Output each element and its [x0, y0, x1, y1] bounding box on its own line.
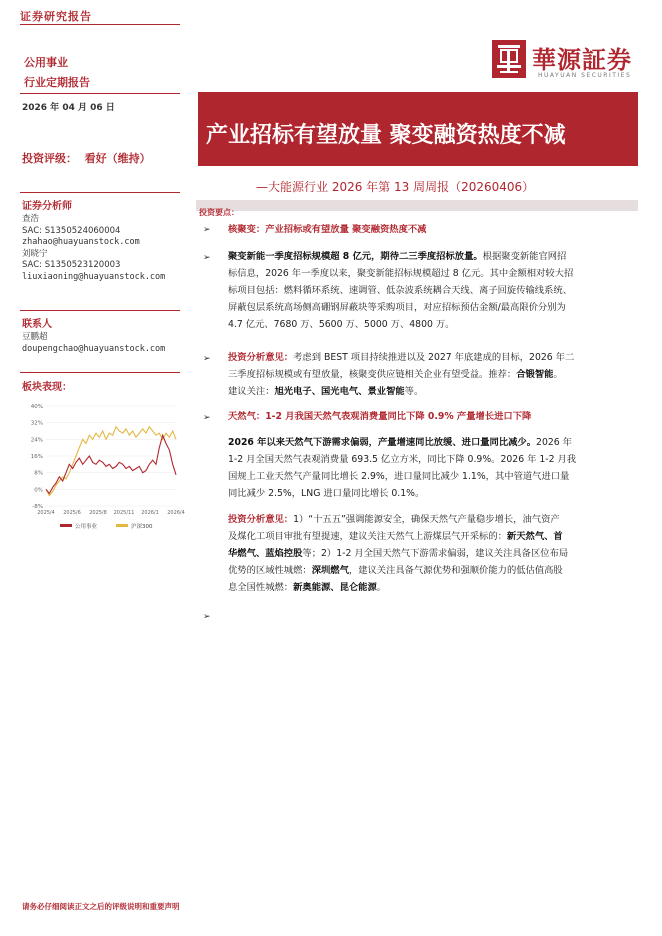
y-tick-label: 8% [34, 470, 43, 477]
analysts-heading: 证券分析师 [22, 201, 72, 212]
divider [20, 192, 180, 193]
point-label: 核聚变：产业招标或有望放量 聚变融资热度不减 [228, 224, 427, 235]
bullet-icon: ➢ [203, 354, 211, 364]
para-line-bold: 新天然气、首 [506, 531, 563, 542]
advice-label: 投资分析意见： [228, 514, 294, 525]
series-line-公用事业 [46, 435, 176, 493]
report-title: 产业招标有望放量 聚变融资热度不减 [206, 122, 566, 148]
x-tick-label: 2026/1 [141, 510, 159, 516]
para-line [228, 528, 638, 545]
industry-block [24, 53, 90, 93]
chart-title: 板块表现： [22, 382, 72, 393]
legend-label: 公用事业 [75, 524, 98, 530]
logo-english: HUAYUAN SECURITIES [538, 72, 632, 79]
y-tick-label: 32% [30, 420, 43, 427]
contact-heading: 联系人 [22, 319, 52, 330]
para-line: 屏蔽包层系统高场侧高硼钢屏蔽块等采购项目，对应招标预估金额/最高限价分别为 [228, 302, 566, 313]
point-nuclear-heading [228, 221, 638, 238]
analyst-email[interactable]: liuxiaoning@huayuanstock.com [22, 271, 166, 282]
rating [22, 150, 151, 166]
point-nuclear-detail [228, 248, 638, 333]
para-line [228, 248, 638, 265]
report-kind-label: 行业定期报告 [24, 76, 90, 89]
legend-label: 沪深300 [131, 524, 153, 530]
y-tick-label: 24% [30, 437, 43, 444]
para-line-text: 息全国性城燃： [228, 582, 294, 593]
report-type: 证券研究报告 [20, 10, 92, 23]
analyst-sac: SAC: S1350523120003 [22, 260, 121, 270]
legend-swatch [60, 524, 72, 527]
para-line [228, 579, 638, 596]
y-tick-label: 0% [34, 487, 43, 494]
para-line-text: 等；2）1-2 月全国天然气下游需求偏弱，建议关注具备区位布局 [302, 548, 569, 559]
analyst-1 [22, 214, 165, 283]
contact-block [22, 332, 165, 355]
point-gas-heading [228, 408, 638, 425]
contact-email[interactable]: doupengchao@huayuanstock.com [22, 343, 166, 354]
x-tick-label: 2025/6 [63, 510, 81, 516]
para-line-bold: 合锻智能 [516, 369, 554, 380]
key-points-bar [196, 200, 638, 217]
para-line-text: 根据聚变新能官网招 [482, 251, 567, 262]
y-tick-label: 16% [30, 454, 43, 460]
point-nuclear-advice [228, 349, 638, 400]
bullet-icon: ➢ [203, 612, 211, 622]
point-label: 天然气：1-2 月我国天然气表观消费量同比下降 0.9% 产量增长进口下降 [228, 411, 532, 422]
analyst-name: 查浩 [22, 214, 40, 224]
para-line-text: 等。 [404, 386, 424, 397]
para-line: 同比减少 2.5%，LNG 进口量同比增长 0.1%。 [228, 488, 425, 499]
para-line: 1-2 月全国天然气表观消费量 693.5 亿立方米，同比下降 0.9%。2026 年 1-2 月我 [228, 454, 577, 465]
para-line [228, 562, 638, 579]
contact-name: 豆鹏超 [22, 332, 48, 342]
para-line-bold: 2026 年以来天然气下游需求偏弱，产量增速同比放缓、进口量同比减少。 [228, 437, 537, 448]
para-line: 4.7 亿元、7680 万、5600 万、5000 万、4800 万。 [228, 319, 455, 330]
point-gas-advice [228, 511, 638, 596]
rating-value: 看好（维持） [84, 152, 151, 165]
sector-performance-chart [20, 396, 185, 536]
para-line-bold: 深圳燃气 [311, 565, 349, 576]
footer-disclaimer: 请务必仔细阅读正文之后的评级说明和重要声明 [22, 902, 180, 911]
para-line-bold: 新奥能源、昆仑能源 [293, 582, 377, 593]
key-points-label: 投资要点： [199, 208, 239, 217]
analyst-name: 刘晓宁 [22, 248, 48, 259]
report-subtitle: —大能源行业 2026 年第 13 周周报（20260406） [256, 180, 535, 194]
para-line-text: 三季度招标规模或有望放量，核聚变供应链相关企业有望受益。推荐： [228, 369, 517, 380]
y-tick-label: 40% [30, 404, 43, 410]
bullet-icon: ➢ [203, 413, 211, 423]
para-line-bold: 华燃气、蓝焰控股 [228, 548, 303, 559]
report-date: 2026 年 04 月 06 日 [22, 103, 115, 113]
para-line [228, 383, 638, 400]
y-tick-label: -8% [32, 504, 43, 510]
para-line-bold: 聚变新能一季度招标规模超 8 亿元，期待二三季度招标放量。 [228, 251, 483, 262]
para-line [228, 434, 638, 451]
para-line-text: 建议关注： [228, 386, 275, 397]
para-line: 国规上工业天然气产量同比增长 2.9%，进口量同比减少 1.1%，其中管道气进口量 [228, 471, 570, 482]
para-line [228, 366, 638, 383]
para-line [228, 349, 638, 366]
logo-name: 華源証券 [532, 45, 632, 74]
point-gas-detail [228, 434, 638, 502]
bullet-icon: ➢ [203, 253, 211, 263]
legend-swatch [116, 524, 128, 527]
divider [20, 310, 180, 311]
para-line: 标信息，2026 年一季度以来，聚变新能招标规模超过 8 亿元。其中金额相对较大招 [228, 268, 574, 279]
para-line-text: 。 [553, 369, 563, 380]
para-line [228, 545, 638, 562]
divider [20, 93, 180, 94]
para-line-text: 考虑到 BEST 项目持续推进以及 2027 年底建成的目标，2026 年二 [293, 352, 575, 363]
x-tick-label: 2026/4 [167, 510, 185, 516]
para-line-text: 及煤化工项目审批有望提速，建议关注天然气上游煤层气开采标的： [228, 531, 507, 542]
bullet-icon: ➢ [203, 225, 211, 235]
para-line-text: 2026 年 [536, 437, 572, 448]
para-line-text: 。 [376, 582, 387, 593]
rating-label: 投资评级： [22, 152, 77, 165]
analyst-sac: SAC: S1350524060004 [22, 225, 121, 236]
x-tick-label: 2025/8 [89, 510, 107, 516]
para-line-text: 1）“十五五”强调能源安全，确保天然气产量稳步增长，油气资产 [293, 514, 560, 525]
para-line: 标项目包括：燃料循环系统、速调管、低杂波系统耦合天线、离子回旋传输线系统、 [228, 285, 572, 296]
x-tick-label: 2025/11 [113, 510, 135, 516]
para-line-text: ，建议关注具备气源优势和强顺价能力的低估值高股 [348, 565, 563, 576]
huayuan-logo-icon [492, 40, 526, 78]
analyst-email[interactable]: zhahao@huayuanstock.com [22, 237, 140, 247]
divider [20, 372, 180, 373]
x-tick-label: 2025/4 [37, 510, 55, 516]
para-line-text: 优势的区域性城燃： [228, 565, 312, 576]
advice-label: 投资分析意见： [228, 352, 294, 363]
para-line-bold: 旭光电子、国光电气、景业智能 [274, 386, 405, 397]
para-line [228, 511, 638, 528]
divider [20, 24, 180, 25]
industry-label: 公用事业 [24, 56, 68, 69]
